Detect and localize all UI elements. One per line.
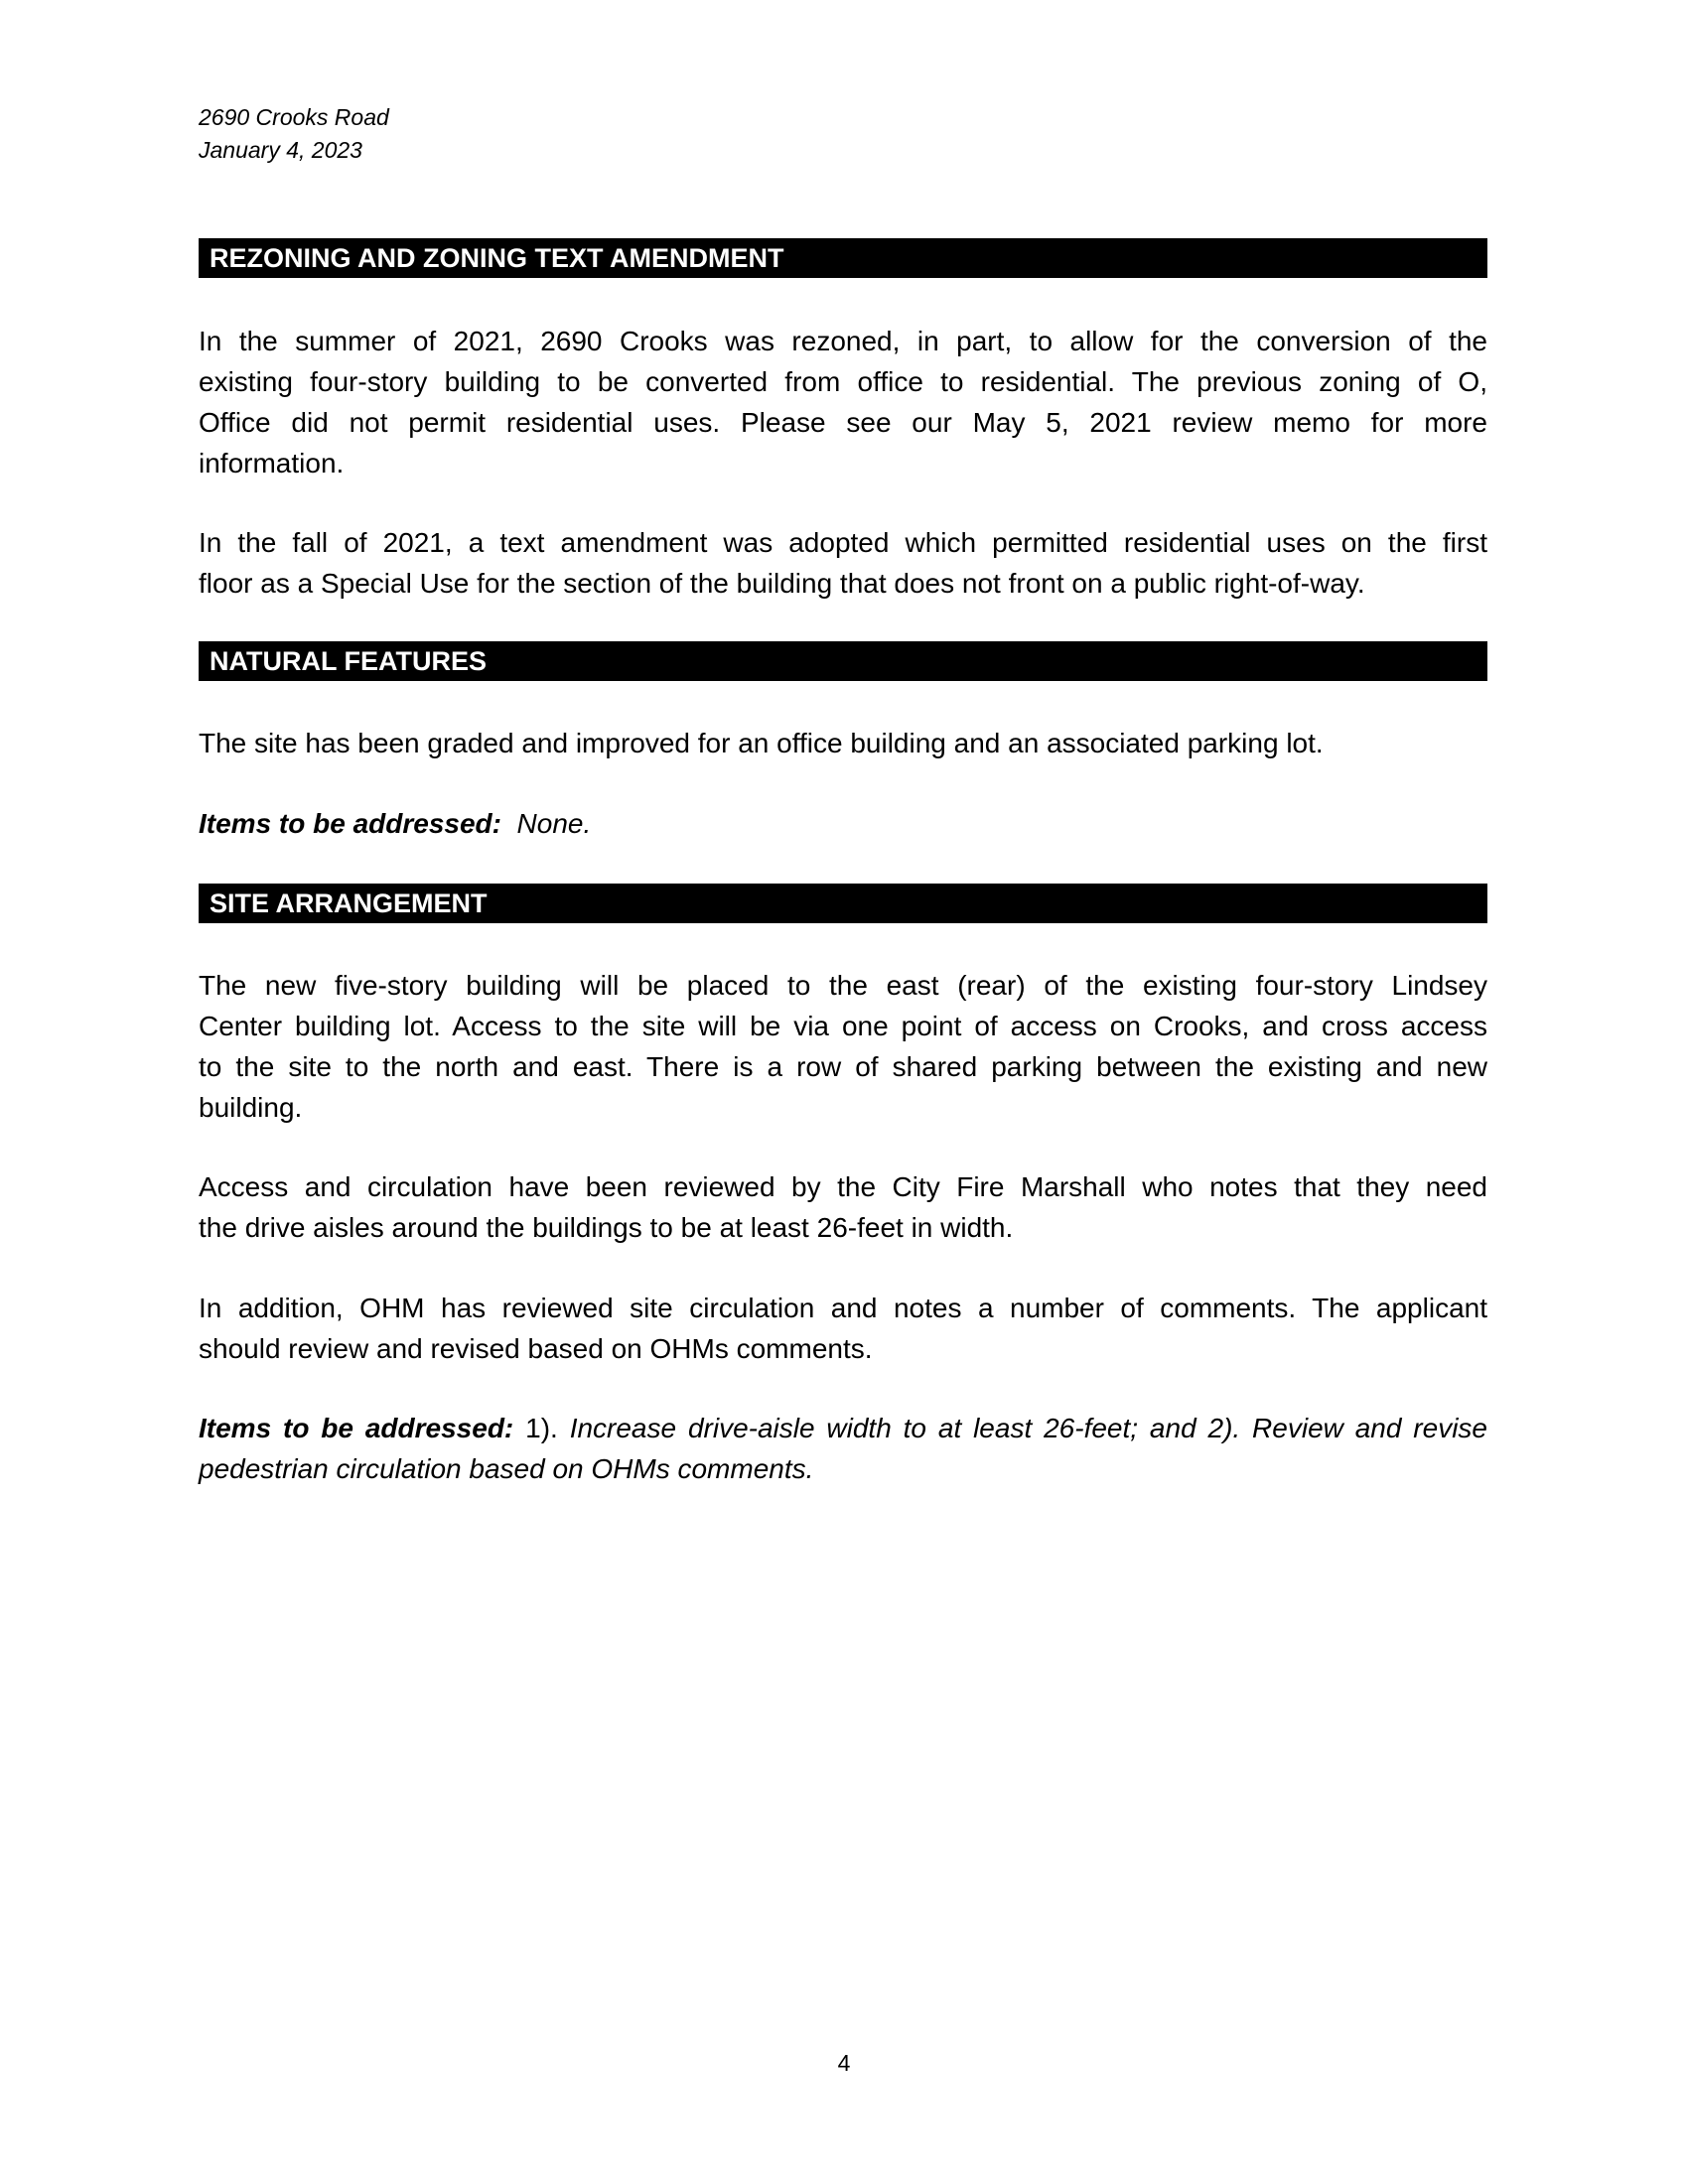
- text-line: to the site to the north and east. There is a row of shared parking between the existing and new: [199, 1051, 1487, 1082]
- items-label: Items to be addressed:: [199, 808, 501, 839]
- text-line: Center building lot. Access to the site will be via one point of access on Crooks, and cross access: [199, 1011, 1487, 1041]
- site-paragraph-3: [199, 1288, 1487, 1369]
- page-number: 4: [837, 2050, 851, 2076]
- text-line: The new five-story building will be placed to the east (rear) of the existing four-story Lindsey: [199, 970, 1487, 1001]
- items-text: Increase drive-aisle width to at least 26-feet; and 2). Review and revise: [569, 1413, 1487, 1443]
- items-text: None.: [516, 808, 592, 839]
- text-line: the drive aisles around the buildings to be at least 26-feet in width.: [199, 1212, 1014, 1243]
- text-line: floor as a Special Use for the section of the building that does not front on a public right-of-way.: [199, 568, 1365, 599]
- natural-paragraph-1: [199, 723, 1487, 763]
- site-paragraph-2: [199, 1166, 1487, 1248]
- header-address: 2690 Crooks Road: [199, 104, 389, 130]
- text-line: Office did not permit residential uses. Please see our May 5, 2021 review memo for more: [199, 407, 1487, 438]
- items-number: 1).: [525, 1413, 558, 1443]
- text-line: Access and circulation have been reviewed by the City Fire Marshall who notes that they need: [199, 1171, 1487, 1202]
- text-line: information.: [199, 448, 345, 478]
- header-date: January 4, 2023: [199, 137, 362, 163]
- site-paragraph-1: [199, 965, 1487, 1128]
- rezoning-paragraph-1: [199, 321, 1487, 483]
- text-line: The site has been graded and improved for an office building and an associated parking lot.: [199, 728, 1324, 758]
- text-line: [199, 803, 1487, 844]
- rezoning-paragraph-2: [199, 522, 1487, 604]
- text-line: building.: [199, 1092, 303, 1123]
- section-heading-rezoning: REZONING AND ZONING TEXT AMENDMENT: [199, 238, 1487, 278]
- site-items-to-address: [199, 1408, 1487, 1489]
- items-label: Items to be addressed:: [199, 1413, 514, 1443]
- section-heading-natural-features: NATURAL FEATURES: [199, 641, 1487, 681]
- text-line: [199, 1408, 1487, 1448]
- natural-items-to-address: [199, 803, 1487, 844]
- text-line: existing four-story building to be converted from office to residential. The previous zoning of O,: [199, 366, 1487, 397]
- text-line: In addition, OHM has reviewed site circulation and notes a number of comments. The applicant: [199, 1293, 1487, 1323]
- document-header: [199, 101, 389, 167]
- text-line: should review and revised based on OHMs comments.: [199, 1333, 873, 1364]
- text-line: In the summer of 2021, 2690 Crooks was rezoned, in part, to allow for the conversion of the: [199, 326, 1487, 356]
- text-line: In the fall of 2021, a text amendment was adopted which permitted residential uses on the first: [199, 527, 1487, 558]
- section-heading-site-arrangement: SITE ARRANGEMENT: [199, 884, 1487, 923]
- text-line: pedestrian circulation based on OHMs comments.: [199, 1453, 814, 1484]
